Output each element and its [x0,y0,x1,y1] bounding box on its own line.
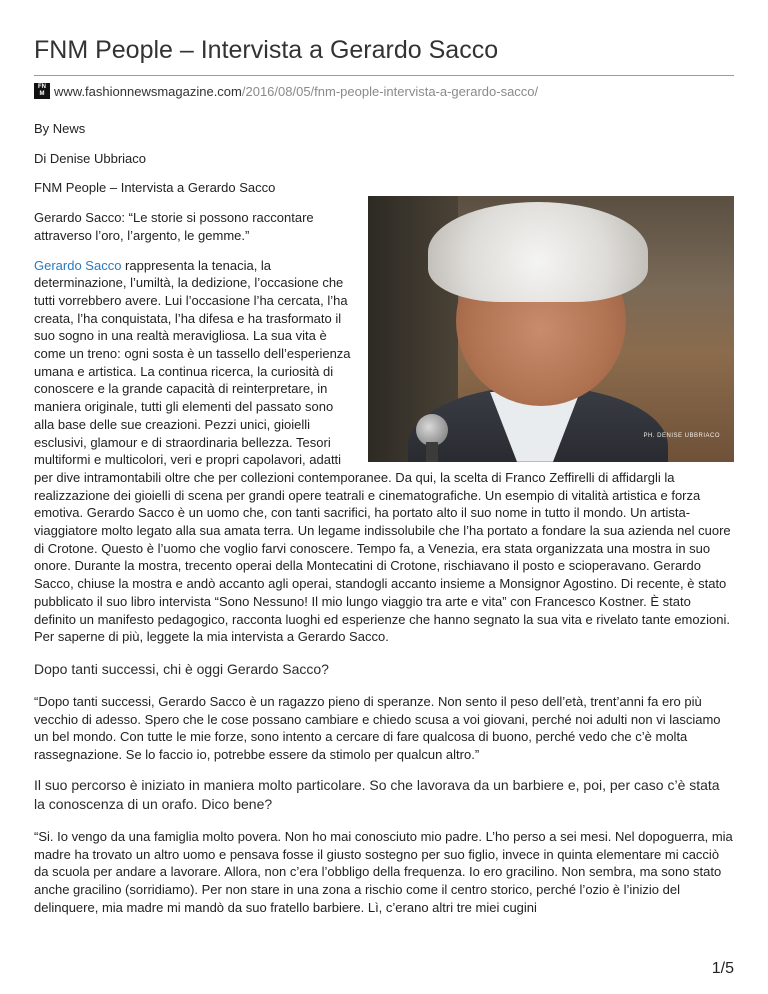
article-body [34,120,734,928]
gerardo-sacco-link[interactable]: Gerardo Sacco [34,257,122,273]
photo-hair [428,202,648,302]
page-number: 1/5 [711,960,734,977]
url-domain-link[interactable]: www.fashionnewsmagazine.com [54,83,242,99]
title-divider [34,75,734,76]
question-1: Dopo tanti successi, chi è oggi Gerardo Sacco? [34,660,329,677]
opening-quote: Gerardo Sacco: “Le storie si possono raccontare attraverso l’oro, l’argento, le gemme.” [34,210,314,243]
portrait-photo [368,196,734,462]
microphone-stem [426,442,438,462]
answer-1: “Dopo tanti successi, Gerardo Sacco è un ragazzo pieno di speranze. Non sento il peso dell’età, trent’anni fa ero più vecchio di adesso. Spero che le cose possano cambiare e chiedo scusa a voi giovani, perché noi adulti non vi lasciamo un bel mondo. Con tutte le mie forze, sono intento a cercare di fare qualcosa di buono, perché vedo che c’è molta rassegnazione. Se lo faccio io, potrebbe essere da stimolo per qualcun altro.” [34,693,721,763]
byline: By News [34,121,86,136]
url-path: /2016/08/05/fnm-people-intervista-a-gerardo-sacco/ [241,83,539,99]
source-url [34,83,538,99]
author-line: Di Denise Ubbriaco [34,150,146,166]
photo-credit: PH. DENISE UBBRIACO [643,433,720,439]
article-subtitle: FNM People – Intervista a Gerardo Sacco [34,180,276,196]
answer-2: “Si. Io vengo da una famiglia molto povera. Non ho mai conosciuto mio padre. L’ho perso a sei mesi. Nel dopoguerra, mia madre ha trovato un altro uomo e pensava fosse il giusto sostegno per suo figlio, invece in quinta elementare mi cacciò da scuola per andare a lavorare. Allora, non c’era l’obbligo della frequenza. Io ero gracilino. Non sembra, ma sono stato anche gracilino (sorridiamo). Per non stare in una zona a rischio come il centro storico, perché l’ozio è l’inizio del delinquere, mia madre mi mandò da suo fratello barbiere. Lì, c’erano altri tre miei cugini [34,828,733,915]
intro-text: rappresenta la tenacia, la determinazione, l’umiltà, la dedizione, l’occasione che tutti vorrebbero avere. Lui l’occasione l’ha cercata, l’ha creata, l’ha conquistata, l’ha difesa e ha trasformato il suo sogno in una realtà meravigliosa. La sua vita è come un treno: ogni sosta è un tassello dell’esperienza umana e artistica. La continua ricerca, la curiosità di conoscere e la grande capacità di reinterpretare, in maniera originale, tutti gli elementi del passato sono alla base delle sue creazioni. Pezzi unici, gioielli esclusivi, glamour e di straordinaria bellezza. Tesori multiformi e multicolori, veri e propri capolavori, adatti per dive intramontabili oltre che per collezioni contemporanee. Da qui, la scelta di Franco Zeffirelli di affidargli la realizzazione dei gioielli di scena per grandi opere teatrali e cinematografiche. Un esempio di vitalità artistica e forza emotiva. Gerardo Sacco è un uomo che, con tanti sacrifici, ha portato alto il suo nome in tutto il mondo. Un artista-viaggiatore molto legato alla sua amata terra. Un legame indissolubile che l’ha portato a fondare la sua azienda nel cuore di Crotone. Questo è l’uomo che voglio farvi conoscere. Tempo fa, a Venezia, era stata organizzata una mostra in suo onore. Durante la mostra, trecento operai della Montecatini di Crotone, rischiavano il posto e scioperavano. Gerardo Sacco, chiuse la mostra e andò accanto agli operai, standogli accanto insieme a Monsignor Agostino. Di recente, è stato pubblicato il suo libro intervista “Sono Nessuno! Il mio lungo viaggio tra arte e vita” con Francesco Kostner. È stato definito un manifesto pedagogico, racconta luoghi ed esperienze che hanno segnato la sua vita e rivelato tante emozioni. Per saperne di più, leggete la mia intervista a Gerardo Sacco. [34,257,731,645]
question-2: Il suo percorso è iniziato in maniera molto particolare. So che lavorava da un barbiere e, poi, per caso c’è stata la conoscenza di un orafo. Dico bene? [34,776,720,812]
site-favicon-icon [34,83,50,99]
favicon-letters-top: FN [38,84,46,90]
favicon-letters-bottom: M [39,91,45,97]
page-title: FNM People – Intervista a Gerardo Sacco [34,36,499,64]
